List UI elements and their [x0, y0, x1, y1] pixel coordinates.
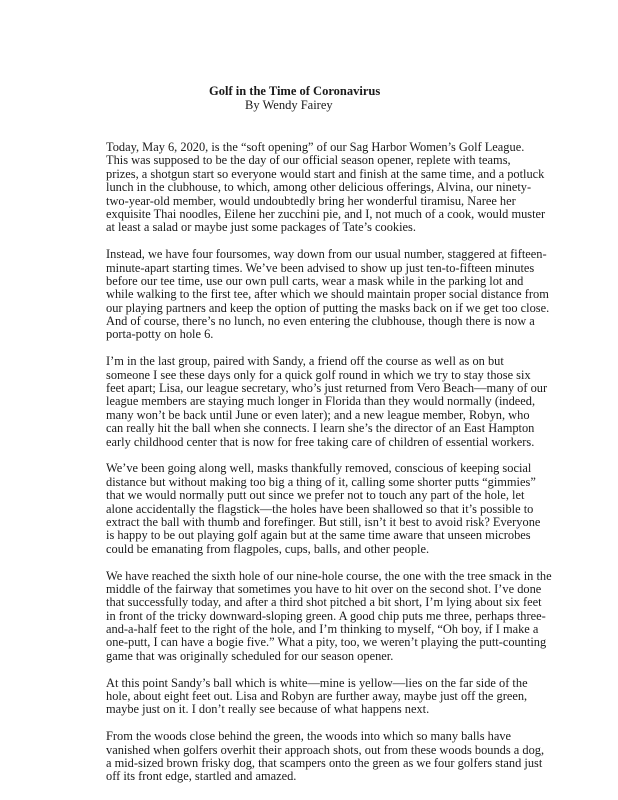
paragraph-line: extract the ball with thumb and forefinger. But still, isn’t it best to avoid risk? Everyone	[106, 514, 541, 529]
paragraph-line: off its front edge, startled and amazed.	[106, 769, 297, 784]
paragraph	[106, 462, 566, 556]
paragraph-line: our playing partners and keep the option of putting the masks back on if we get too close.	[106, 300, 550, 315]
paragraph	[106, 730, 566, 784]
paragraph-line: feet apart; Lisa, our league secretary, who’s just returned from Vero Beach—many of our	[106, 381, 548, 396]
paragraph-line: hole, about eight feet out. Lisa and Robyn are further away, maybe just off the green,	[106, 689, 528, 704]
paragraph-line: Instead, we have four foursomes, way down from our usual number, staggered at fifteen-	[106, 247, 547, 262]
document-body	[106, 141, 566, 797]
paragraph-line: at least a salad or maybe just some packages of Tate’s cookies.	[106, 220, 416, 235]
paragraph-line: can really hit the ball when she connects. I learn she’s the director of an East Hampton	[106, 421, 535, 436]
paragraph-line: in front of the tricky downward-sloping green. A good chip puts me three, perhaps three-	[106, 608, 546, 623]
paragraph-line: distance but without making too big a thing of it, calling some shorter putts “gimmies”	[106, 474, 536, 489]
paragraph-line: could be emanating from flagpoles, cups, balls, and other people.	[106, 541, 430, 556]
paragraph-line: vanished when golfers overhit their approach shots, out from these woods bounds a dog,	[106, 742, 545, 757]
document-title: Golf in the Time of Coronavirus	[209, 84, 381, 98]
paragraph-line: before our tee time, use our own pull carts, wear a mask while in the parking lot and	[106, 273, 524, 288]
paragraph-line: someone I see these days only for a quick golf round in which we try to stay those six	[106, 367, 531, 382]
paragraph-line: two-year-old member, would undoubtedly bring her wonderful tiramisu, Naree her	[106, 193, 516, 208]
paragraph-line: exquisite Thai noodles, Eilene her zucchini pie, and I, not much of a cook, would muster	[106, 206, 546, 221]
document-author: By Wendy Fairey	[245, 98, 333, 112]
paragraph	[106, 248, 566, 342]
paragraph-line: maybe just on it. I don’t really see because of what happens next.	[106, 702, 430, 717]
paragraph-line: that we would normally putt out since we prefer not to touch any part of the hole, let	[106, 488, 525, 503]
paragraph-line: I’m in the last group, paired with Sandy, a friend off the course as well as on but	[106, 354, 504, 369]
paragraph-line: lunch in the clubhouse, to which, among other delicious offerings, Alvina, our ninety-	[106, 180, 532, 195]
paragraph	[106, 141, 566, 235]
paragraph-line: a mid-sized brown frisky dog, that scampers onto the green as we four golfers stand just	[106, 755, 543, 770]
paragraph-line: middle of the fairway that sometimes you have to hit over on the second shot. I’ve done	[106, 581, 542, 596]
paragraph-line: From the woods close behind the green, the woods into which so many balls have	[106, 729, 512, 744]
paragraph-line: prizes, a shotgun start so everyone would start and finish at the same time, and a potluck	[106, 166, 545, 181]
paragraph-line: This was supposed to be the day of our official season opener, replete with teams,	[106, 153, 511, 168]
paragraph-line: Today, May 6, 2020, is the “soft opening” of our Sag Harbor Women’s Golf League.	[106, 140, 525, 154]
paragraph	[106, 677, 566, 717]
paragraph-line: minute-apart starting times. We’ve been advised to show up just ten-to-fifteen minutes	[106, 260, 535, 275]
paragraph-line: that successfully today, and after a third shot pitched a bit short, I’m lying about six feet	[106, 595, 542, 610]
paragraph-line: We’ve been going along well, masks thankfully removed, conscious of keeping social	[106, 461, 532, 476]
paragraph-line: and-a-half feet to the right of the hole, and I’m thinking to myself, “Oh boy, if I make a	[106, 622, 539, 637]
paragraph-line: alone accidentally the flagstick—the holes have been shallowed so that it’s possible to	[106, 501, 534, 516]
paragraph-line: early childhood center that is now for free taking care of children of essential workers.	[106, 434, 535, 449]
paragraph-line: game that was originally scheduled for our season opener.	[106, 648, 394, 663]
paragraph-line: league members are staying much longer in Florida than they would normally (indeed,	[106, 394, 536, 409]
paragraph-line: And of course, there’s no lunch, no even entering the clubhouse, though there is now a	[106, 314, 535, 329]
paragraph-line: while walking to the first tee, after which we should maintain proper social distance from	[106, 287, 549, 302]
paragraph-line: many won’t be back until June or even later); and a new league member, Robyn, who	[106, 407, 530, 422]
paragraph-line: porta-potty on hole 6.	[106, 327, 214, 342]
paragraph	[106, 570, 566, 664]
paragraph	[106, 355, 566, 449]
paragraph-line: At this point Sandy’s ball which is white—mine is yellow—lies on the far side of the	[106, 675, 528, 690]
paragraph-line: We have reached the sixth hole of our nine-hole course, the one with the tree smack in the	[106, 568, 552, 583]
paragraph-line: is happy to be out playing golf again but at the same time aware that unseen microbes	[106, 528, 531, 543]
paragraph-line: one-putt, I can have a bogie five.” What a pity, too, we weren’t playing the putt-counting	[106, 635, 547, 650]
